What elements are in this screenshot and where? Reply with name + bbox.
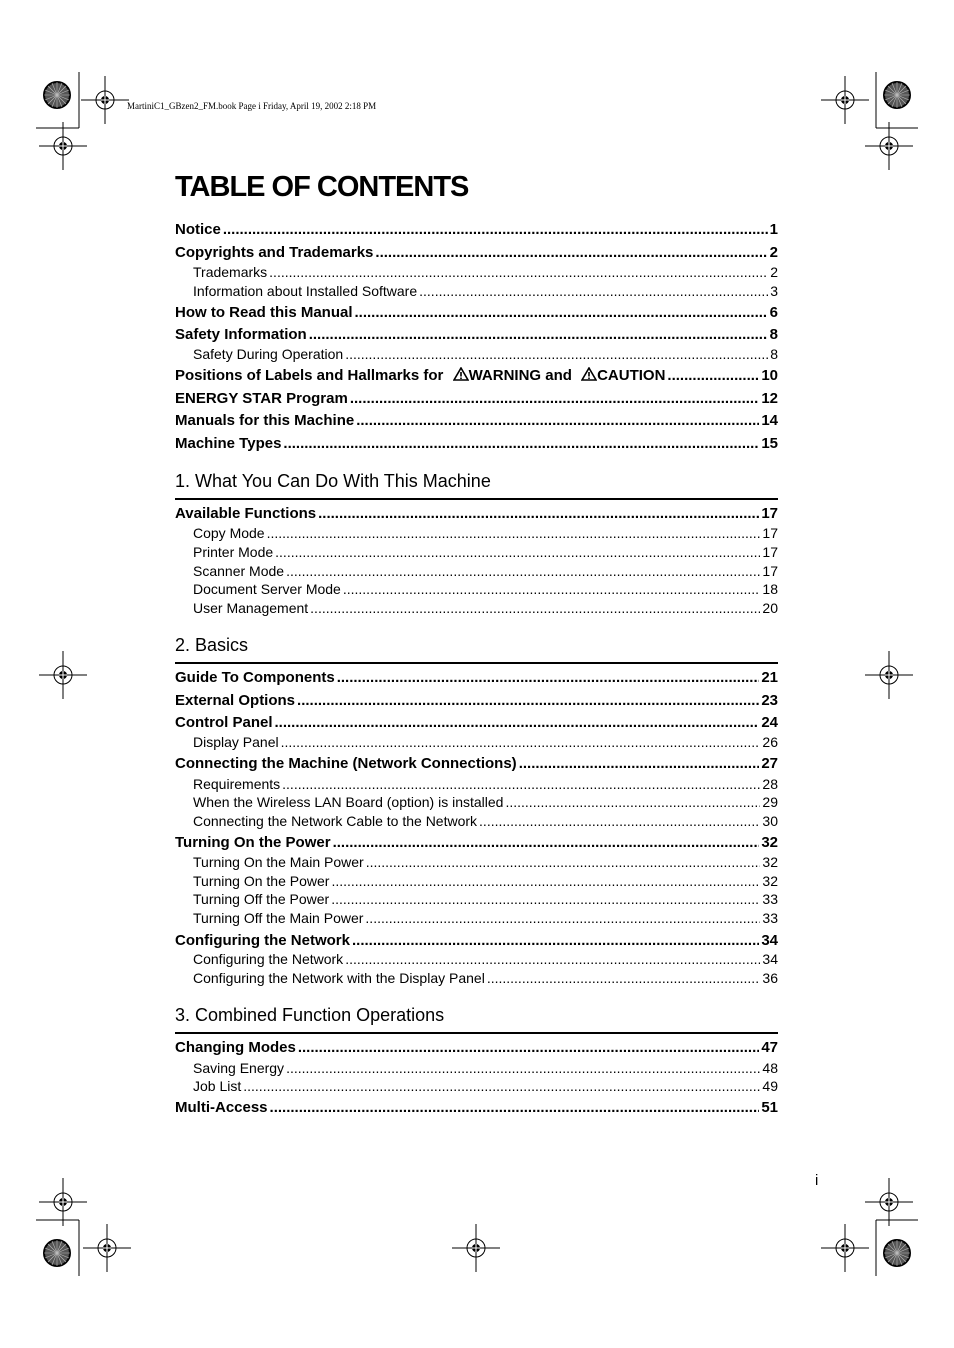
toc-subentry[interactable]: Turning Off the Main Power ..... 33 (193, 910, 778, 927)
toc-subentry[interactable]: Saving Energy ..... 48 (193, 1060, 778, 1077)
toc-subentry-installed-software[interactable]: Information about Installed Software ..... 3 (193, 283, 778, 300)
toc-subentry[interactable]: Turning On the Main Power ..... 32 (193, 854, 778, 871)
toc-subentry-trademarks[interactable]: Trademarks ..... 2 (193, 264, 778, 281)
toc-subentry[interactable]: Configuring the Network with the Display Panel ..... 36 (193, 970, 778, 987)
warning-triangle-icon (581, 367, 597, 381)
toc-subentry[interactable]: Configuring the Network ..... 34 (193, 951, 778, 968)
toc-entry-machine-types[interactable]: Machine Types ..... 15 (175, 435, 778, 453)
toc-entry[interactable]: Turning On the Power ..... 32 (175, 834, 778, 852)
registration-mark-icon (39, 122, 87, 170)
toc-entry[interactable]: Control Panel ..... 24 (175, 714, 778, 732)
registration-mark-icon (865, 1178, 913, 1226)
toc-subentry[interactable]: Connecting the Network Cable to the Network ..... 30 (193, 813, 778, 830)
registration-mark-icon (81, 76, 129, 124)
toc-entry-copyrights[interactable]: Copyrights and Trademarks ..... 2 (175, 244, 778, 262)
toc-entry-energy-star[interactable]: ENERGY STAR Program ..... 12 (175, 390, 778, 408)
toc-subentry[interactable]: Requirements ..... 28 (193, 776, 778, 793)
toc-entry[interactable]: Configuring the Network ..... 34 (175, 932, 778, 950)
toc-subentry[interactable]: User Management ..... 20 (193, 600, 778, 617)
toc-entry-available-functions[interactable]: Available Functions ..... 17 (175, 505, 778, 523)
registration-mark-icon (83, 1224, 131, 1272)
toc-subentry[interactable]: Turning On the Power ..... 32 (193, 873, 778, 890)
color-target-icon (44, 82, 70, 108)
toc-entry[interactable]: External Options ..... 23 (175, 692, 778, 710)
warning-triangle-icon (453, 367, 469, 381)
registration-mark-icon (39, 651, 87, 699)
toc-entry[interactable]: Multi-Access ..... 51 (175, 1099, 778, 1117)
registration-mark-icon (821, 76, 869, 124)
page-number: i (815, 1172, 819, 1189)
chapter-heading: 1. What You Can Do With This Machine (175, 470, 778, 500)
toc-subentry[interactable]: Display Panel ..... 26 (193, 734, 778, 751)
chapter-heading: 3. Combined Function Operations (175, 1004, 778, 1034)
toc-subentry[interactable]: Document Server Mode ..... 18 (193, 581, 778, 598)
toc-entry[interactable]: Guide To Components ..... 21 (175, 669, 778, 687)
toc-entry-safety-information[interactable]: Safety Information ..... 8 (175, 326, 778, 344)
toc-subentry[interactable]: Copy Mode ..... 17 (193, 525, 778, 542)
toc-entry-manuals[interactable]: Manuals for this Machine ..... 14 (175, 412, 778, 430)
registration-mark-icon (452, 1224, 500, 1272)
toc-entry[interactable]: Changing Modes ..... 47 (175, 1039, 778, 1057)
toc-entry[interactable]: Connecting the Machine (Network Connections) ..... 27 (175, 755, 778, 773)
toc-subentry[interactable]: Printer Mode ..... 17 (193, 544, 778, 561)
toc-entry-labels-hallmarks[interactable]: Positions of Labels and Hallmarks for WARNING and CAUTION ..... 10 (175, 367, 778, 385)
toc-entry-notice[interactable]: Notice ..... 1 (175, 221, 778, 239)
color-target-icon (884, 1240, 910, 1266)
registration-mark-icon (39, 1178, 87, 1226)
toc-entry-how-to-read[interactable]: How to Read this Manual ..... 6 (175, 304, 778, 322)
toc-subentry-safety-during-operation[interactable]: Safety During Operation ..... 8 (193, 346, 778, 363)
toc-subentry[interactable]: When the Wireless LAN Board (option) is installed ..... 29 (193, 794, 778, 811)
color-target-icon (884, 82, 910, 108)
toc-subentry[interactable]: Job List ..... 49 (193, 1078, 778, 1095)
toc-subentry[interactable]: Turning Off the Power ..... 33 (193, 891, 778, 908)
color-target-icon (44, 1240, 70, 1266)
registration-mark-icon (865, 651, 913, 699)
chapter-heading: 2. Basics (175, 634, 778, 664)
toc-title: TABLE OF CONTENTS (175, 171, 469, 203)
registration-mark-icon (865, 122, 913, 170)
registration-mark-icon (821, 1224, 869, 1272)
toc-subentry[interactable]: Scanner Mode ..... 17 (193, 563, 778, 580)
page-header-file-info: MartiniC1_GBzen2_FM.book Page i Friday, April 19, 2002 2:18 PM (127, 101, 377, 111)
